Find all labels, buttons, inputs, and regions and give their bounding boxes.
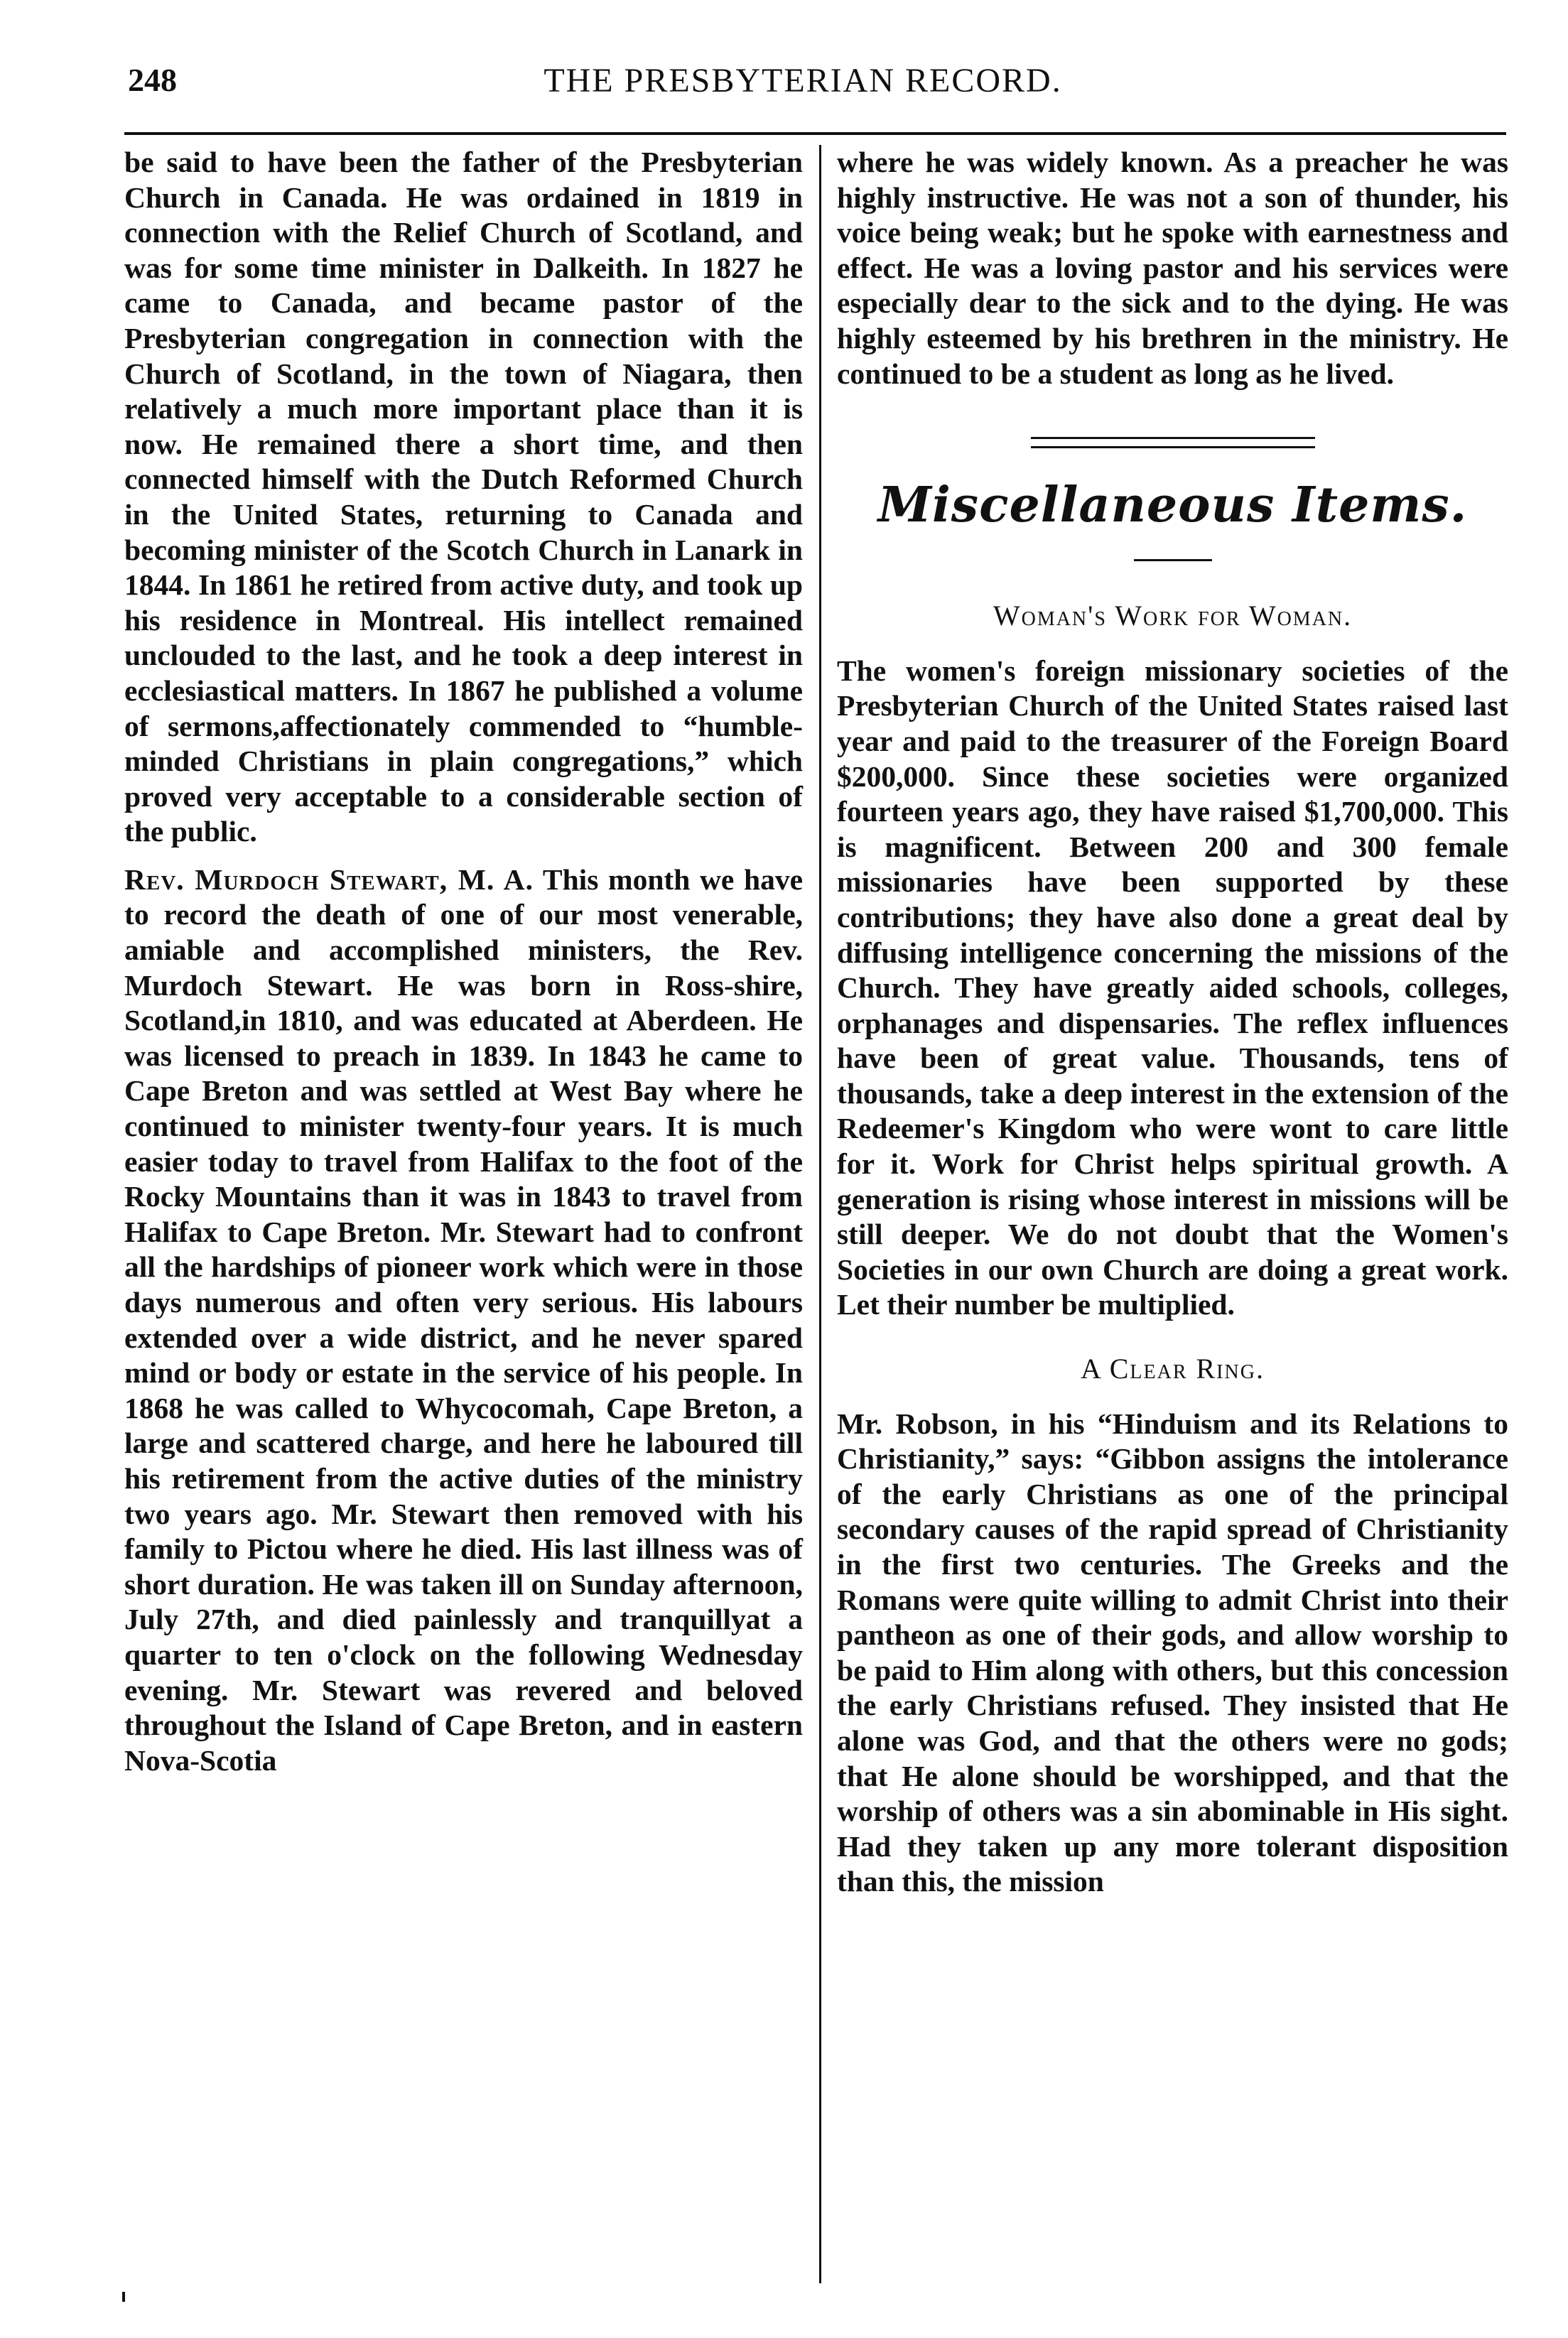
column-divider	[819, 145, 821, 2283]
margin-mark	[122, 2292, 125, 2302]
left-column	[124, 145, 803, 1778]
running-title: THE PRESBYTERIAN RECORD.	[544, 62, 1062, 99]
paragraph-murdoch-stewart	[124, 862, 803, 1778]
obituary-body: This month we have to record the death of one of our most venerable, amiable and accomplished ministers, the Rev. Murdoch Stewart. He was born in Ross-shire, Scotland,in 1810, and was educated at Aberdeen. He was licensed to preach in 1839. In 1843 he came to Cape Breton and was settled at West Bay where he continued to minister twenty-four years. It is much easier today to travel from Halifax to the foot of the Rocky Mountains than it was in 1843 to travel from Halifax to Cape Breton. Mr. Stewart had to confront all the hardships of pioneer work which were in those days numerous and often very serious. His labours extended over a wide district, and he never spared mind or body or estate in the service of his people. In 1868 he was called to Whycocomah, Cape Breton, a large and scattered charge, and here he laboured till his retirement from the active duties of the ministry two years ago. Mr. Stewart then removed with his family to Pictou where he died. His last illness was of short duration. He was taken ill on Sunday afternoon, July 27th, and died painlessly and tranquillyat a quarter to ten o'clock on the following Wednesday evening. Mr. Stewart was revered and beloved throughout the Island of Cape Breton, and in eastern Nova-Scotia	[124, 862, 803, 1777]
page-number: 248	[128, 62, 177, 98]
paragraph-robson-hinduism: Mr. Robson, in his “Hinduism and its Relations to Christianity,” says: “Gibbon assigns the intolerance of the early Christians as one of the principal secondary causes of the rapid spread of Christianity in the first two centuries. The Greeks and the Romans were quite willing to admit Christ into their pantheon as one of their gods, and allow worship to be paid to Him along with others, but this concession the early Christians refused. They insisted that He alone was God, and that the others were no gods; that He alone should be worshipped, and that the worship of others was a sin abominable in His sight. Had they taken up any more tolerant disposition than this, the mission	[837, 1407, 1508, 1898]
article-heading-womans-work: Woman's Work for Woman.	[993, 600, 1353, 632]
section-title: Miscellaneous Items.	[877, 477, 1468, 534]
article-heading-clear-ring: A Clear Ring.	[1081, 1353, 1265, 1385]
page-header	[99, 61, 1506, 111]
header-rule	[124, 132, 1506, 135]
right-column	[837, 145, 1508, 1900]
paragraph-womens-societies: The women's foreign missionary societies of the Presbyterian Church of the United States raised last year and paid to the treasurer of the Foreign Board $200,000. Since these societies were organized fourteen years ago, they have raised $1,700,000. This is magnificent. Between 200 and 300 female missionaries have been supported by these contributions; they have also done a great deal by diffusing intelligence concerning the missions of the Church. They have greatly aided schools, colleges, orphanages and dispensaries. The reflex influences have been of great value. Thousands, tens of thousands, take a deep interest in the extension of the Redeemer's Kingdom who were wont to care little for it. Work for Christ helps spiritual growth. A generation is rising whose interest in missions will be still deeper. We do not doubt that the Women's Societies in our own Church are doing a great work. Let their number be multiplied.	[837, 654, 1508, 1321]
section-short-rule	[1134, 559, 1212, 561]
paragraph-widely-known: where he was widely known. As a preacher he was highly instructive. He was not a son of thunder, his voice being weak; but he spoke with earnestness and effect. He was a loving pastor and his services were especially dear to the sick and to the dying. He was highly esteemed by his brethren in the ministry. He continued to be a student as long as he lived.	[837, 146, 1508, 390]
paragraph-father-of-church: be said to have been the father of the Presbyterian Church in Canada. He was ordained in 1819 in connection with the Relief Church of Scotland, and was for some time minister in Dalkeith. In 1827 he came to Canada, and became pastor of the Presbyterian congregation in connection with the Church of Scotland, in the town of Niagara, then relatively a much more important place than it is now. He remained there a short time, and then connected himself with the Dutch Reformed Church in the United States, returning to Canada and becoming minister of the Scotch Church in Lanark in 1844. In 1861 he retired from active duty, and took up his residence in Montreal. His intellect remained unclouded to the last, and he took a deep interest in ecclesiastical matters. In 1867 he published a volume of sermons,affectionately commended to “humble-minded Christians in plain congregations,” which proved very acceptable to a considerable section of the public.	[124, 146, 803, 848]
obituary-lead-name: Rev. Murdoch Stewart, M. A.	[124, 862, 534, 896]
section-double-rule	[1031, 437, 1315, 448]
